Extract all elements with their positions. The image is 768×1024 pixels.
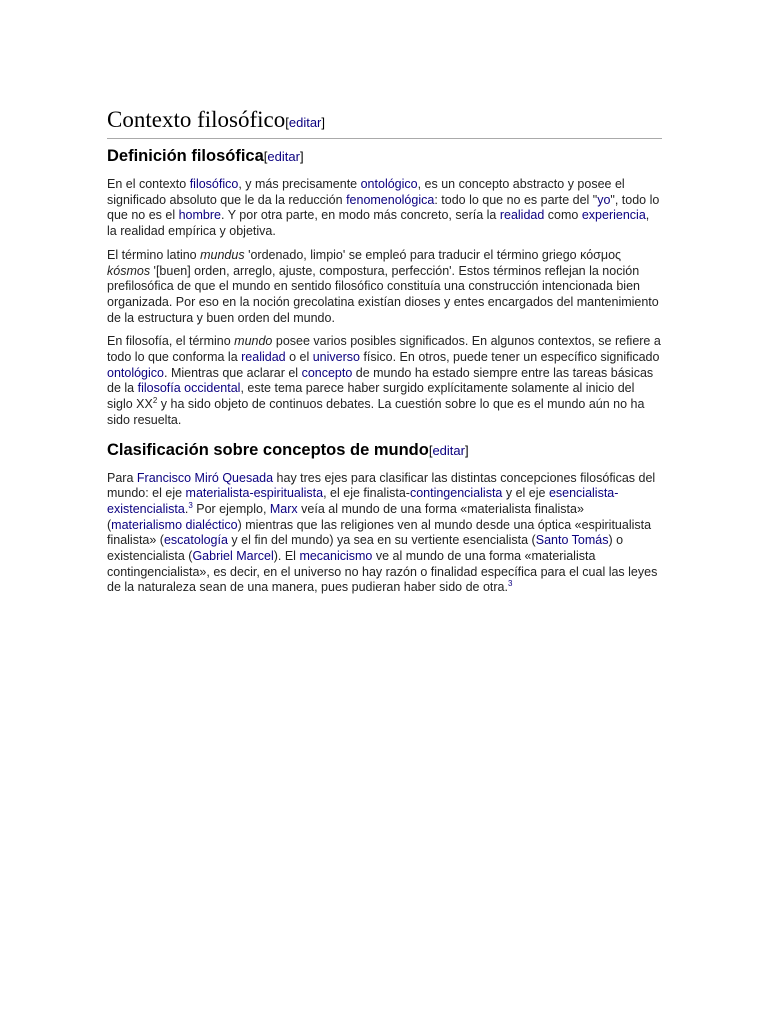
text-run: El término latino [107, 247, 201, 262]
text-run: , el eje finalista- [323, 486, 410, 501]
superscript-2: 2 [152, 396, 158, 406]
section-title: Clasificación sobre conceptos de mundo [107, 440, 429, 459]
article-content [107, 106, 662, 604]
link-esencialista-existencialista[interactable]: esencialista-existencialista [107, 486, 619, 516]
text-run: o el [285, 350, 313, 365]
link-fenomenologica[interactable]: fenomenológica [346, 192, 435, 207]
link-hombre[interactable]: hombre [178, 208, 221, 223]
link-contingencialista[interactable]: contingencialista [409, 486, 503, 501]
text-run: Por ejemplo, [192, 501, 270, 516]
italic-term-mundo: mundo [234, 334, 273, 349]
text-run: , es un concepto abstracto y posee el significado absoluto que le da la reducción [107, 177, 625, 207]
link-escatologia[interactable]: escatología [163, 533, 228, 548]
section-title: Contexto filosófico [107, 107, 286, 132]
edit-section-link-wrapper [285, 115, 325, 130]
section-heading-definicion [107, 145, 662, 168]
link-gabriel-marcel[interactable]: Gabriel Marcel [192, 549, 274, 564]
italic-term-kosmos: kósmos [107, 263, 151, 278]
link-ontologico[interactable]: ontológico [360, 177, 418, 191]
paragraph-definicion-3 [107, 334, 662, 428]
paragraph-definicion-1 [107, 177, 662, 240]
text-run: 'ordenado, limpio' se empleó para traducir el término griego κόσμος [244, 247, 622, 262]
reference-3-link[interactable]: 3 [507, 579, 513, 589]
text-run: y ha sido objeto de continuos debates. La cuestión sobre lo que es el mundo aún no ha sido resuelta. [107, 397, 645, 427]
text-run: ) mientras que las religiones ven al mundo desde una óptica «espiritualista finalista» ( [107, 517, 652, 548]
edit-bracket-open: [ [428, 442, 433, 458]
edit-section-link-wrapper [429, 443, 469, 458]
text-run: hay tres ejes para clasificar las distintas concepciones filosóficas del mundo: el eje [107, 470, 656, 501]
link-concepto[interactable]: concepto [301, 365, 353, 380]
text-run: como [544, 208, 582, 223]
link-francisco-miro-quesada[interactable]: Francisco Miró Quesada [136, 470, 274, 485]
text-run: . Y por otra parte, en modo más concreto, sería la [220, 208, 500, 223]
link-mecanicismo[interactable]: mecanicismo [299, 549, 373, 564]
link-marx[interactable]: Marx [269, 501, 298, 516]
edit-section-link[interactable]: editar [288, 115, 322, 130]
edit-section-link[interactable]: editar [267, 149, 300, 164]
section-heading-contexto [107, 106, 662, 139]
link-filosofia-occidental[interactable]: filosofía occidental [137, 381, 241, 396]
link-filosofico[interactable]: filosófico [189, 177, 239, 191]
link-yo[interactable]: yo [597, 192, 611, 207]
italic-term-mundus: mundus [200, 247, 245, 262]
text-run: : todo lo que no es parte del " [434, 192, 598, 207]
edit-section-link[interactable]: editar [432, 442, 465, 458]
text-run: '[buen] orden, arreglo, ajuste, compostura, perfección'. Estos términos reflejan la noción prefilosófica de que el mundo en sentido filosófico constituía una construcción intencionada bien organizada. Por eso en la noción grecolatina existían dioses y entes encargados del mantenimiento de la estructura y buen orden del mundo. [107, 263, 659, 325]
link-experiencia[interactable]: experiencia [581, 208, 646, 223]
paragraph-definicion-2 [107, 248, 662, 327]
text-run: . Mientras que aclarar el [164, 365, 302, 380]
link-materialismo-dialectico[interactable]: materialismo dialéctico [111, 517, 238, 532]
link-realidad[interactable]: realidad [241, 350, 286, 365]
text-run: y el eje [502, 486, 549, 501]
text-run: de mundo ha estado siempre entre las tareas básicas de la [107, 365, 654, 396]
edit-bracket-open: [ [285, 115, 289, 130]
text-run: En el contexto [107, 177, 190, 191]
edit-bracket-open: [ [263, 149, 268, 164]
text-run: ) o existencialista ( [107, 533, 624, 564]
text-run: En filosofía, el término [107, 334, 235, 349]
reference-3-link[interactable]: 3 [188, 500, 193, 510]
link-universo[interactable]: universo [312, 350, 360, 365]
link-santo-tomas[interactable]: Santo Tomás [535, 533, 609, 548]
text-run: ve al mundo de una forma «materialista contingencialista», es decir, en el universo no hay razón o finalidad específica para el cual las leyes de la naturaleza sean de una manera, pues pudieran haber sido de otra. [107, 549, 658, 595]
text-run: ). El [273, 549, 300, 564]
link-ontologico[interactable]: ontológico [107, 365, 164, 380]
text-run: Para [107, 470, 137, 485]
text-run: . [184, 501, 189, 516]
edit-bracket-close: ] [299, 149, 304, 164]
edit-section-link-wrapper [264, 149, 304, 164]
link-materialista-espiritualista[interactable]: materialista-espiritualista [185, 486, 324, 501]
section-heading-clasificacion [107, 439, 662, 462]
section-title: Definición filosófica [107, 147, 264, 165]
text-run: y el fin del mundo) ya sea en su vertiente esencialista ( [227, 533, 536, 548]
edit-bracket-close: ] [321, 115, 326, 130]
text-run: físico. En otros, puede tener un específico significado [359, 350, 660, 365]
text-run: posee varios posibles significados. En algunos contextos, se refiere a todo lo que conforma la [107, 334, 661, 365]
edit-bracket-close: ] [464, 442, 469, 458]
text-run: , este tema parece haber surgido explícitamente solamente al inicio del siglo XX [107, 381, 635, 412]
text-run: , y más precisamente [238, 177, 361, 191]
text-run: ", todo lo que no es el [107, 192, 660, 223]
link-realidad[interactable]: realidad [499, 208, 545, 223]
text-run: , la realidad empírica y objetiva. [107, 208, 650, 239]
paragraph-clasificacion-1 [107, 471, 662, 597]
text-run: veía al mundo de una forma «materialista finalista» ( [107, 501, 584, 532]
